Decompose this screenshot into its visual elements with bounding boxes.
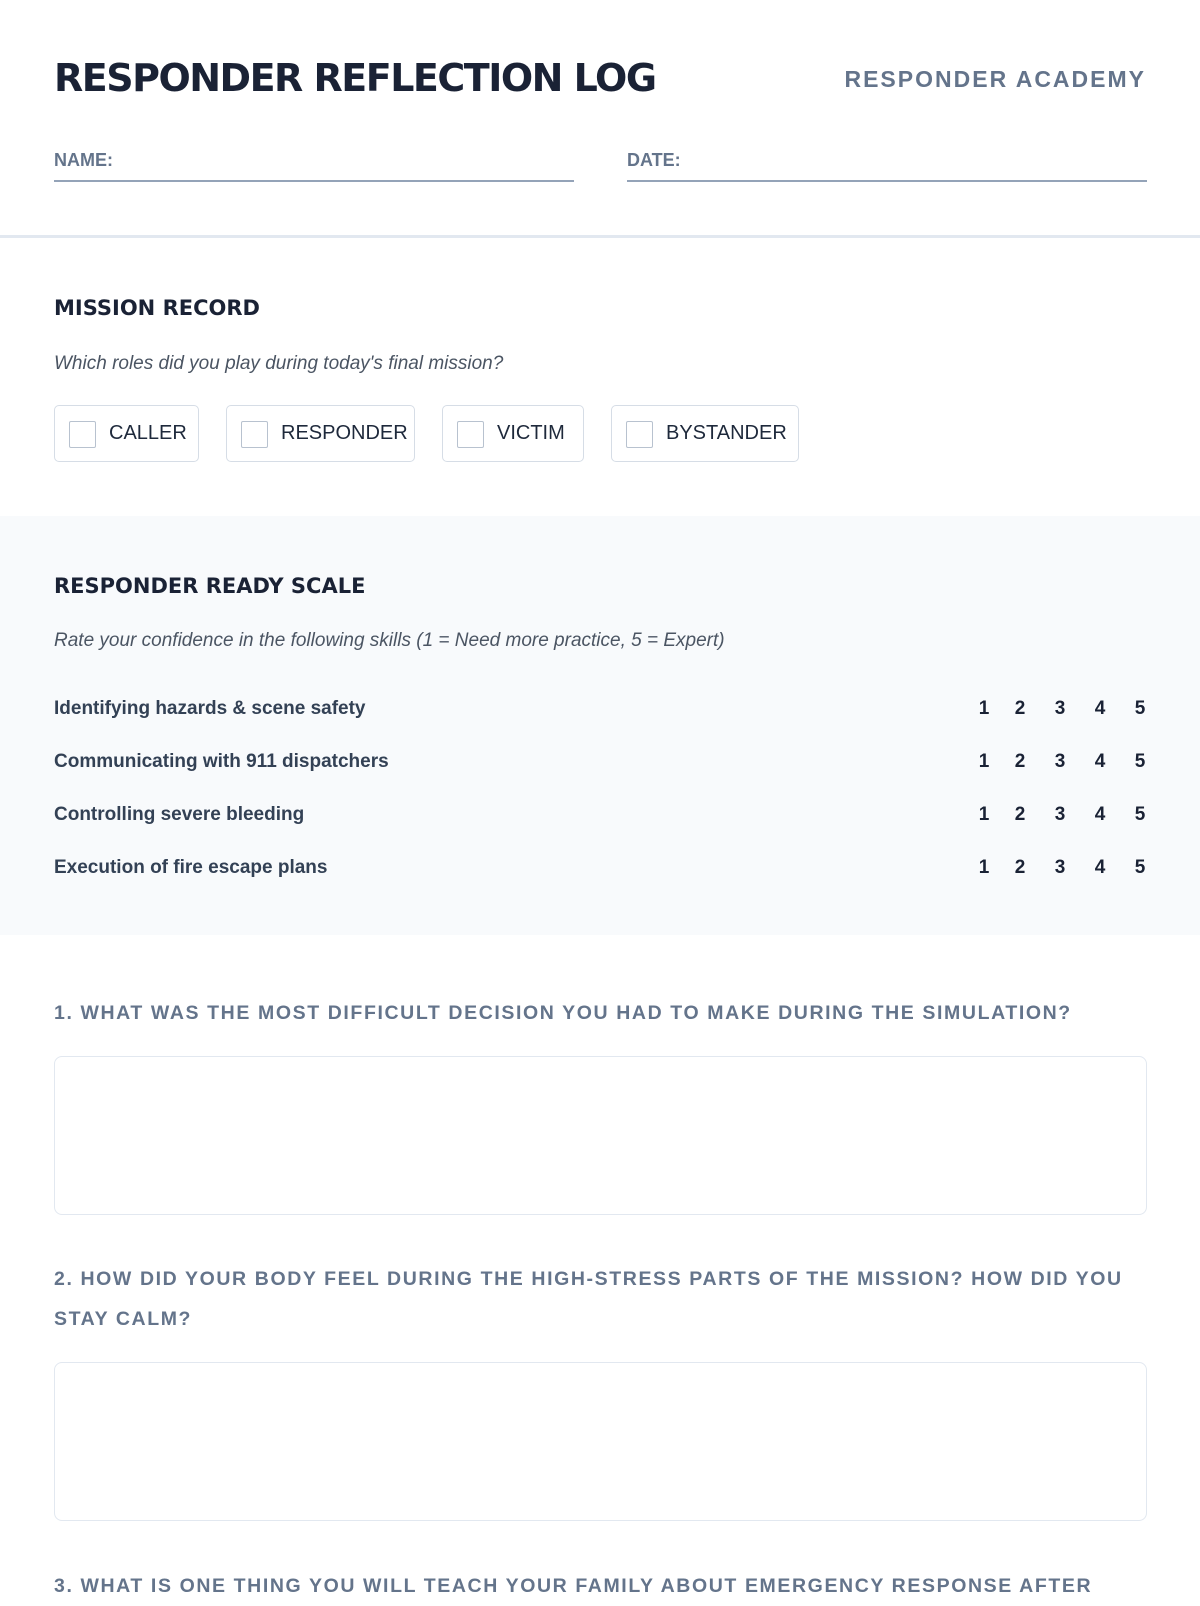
answer-box-2[interactable]	[54, 1362, 1147, 1521]
rating-1[interactable]: 1	[978, 857, 990, 878]
rating-1[interactable]: 1	[978, 698, 990, 719]
role-option-bystander[interactable]	[611, 405, 799, 462]
rating-3[interactable]: 3	[1054, 857, 1066, 878]
caller-checkbox[interactable]	[69, 421, 96, 448]
bystander-checkbox[interactable]	[626, 421, 653, 448]
role-option-victim[interactable]	[442, 405, 584, 462]
name-input[interactable]	[124, 148, 574, 174]
document-header	[0, 0, 1200, 238]
skill-row-hazards	[54, 695, 1147, 725]
role-option-responder[interactable]	[226, 405, 415, 462]
date-field	[627, 144, 1147, 182]
skill-row-bleeding	[54, 801, 1147, 831]
rating-4[interactable]: 4	[1094, 751, 1106, 772]
rating-2[interactable]: 2	[1014, 751, 1026, 772]
rating-3[interactable]: 3	[1054, 751, 1066, 772]
rating-3[interactable]: 3	[1054, 698, 1066, 719]
ready-scale-title: RESPONDER READY SCALE	[54, 574, 366, 598]
rating-1[interactable]: 1	[978, 804, 990, 825]
answer-box-1[interactable]	[54, 1056, 1147, 1215]
question-1: 1. WHAT WAS THE MOST DIFFICULT DECISION YOU HAD TO MAKE DURING THE SIMULATION?	[54, 1002, 1072, 1024]
skill-row-dispatch	[54, 748, 1147, 778]
name-label: NAME:	[54, 150, 113, 170]
rating-5[interactable]: 5	[1134, 857, 1146, 878]
role-label: VICTIM	[497, 422, 565, 444]
role-label: CALLER	[109, 422, 187, 444]
skill-row-fire-escape	[54, 854, 1147, 884]
ready-scale-prompt: Rate your confidence in the following skills (1 = Need more practice, 5 = Expert)	[54, 630, 725, 651]
skill-label: Communicating with 911 dispatchers	[54, 751, 389, 772]
role-option-caller[interactable]	[54, 405, 199, 462]
page-title: RESPONDER REFLECTION LOG	[54, 56, 656, 100]
rating-4[interactable]: 4	[1094, 857, 1106, 878]
ready-scale-panel	[0, 516, 1200, 935]
skill-label: Execution of fire escape plans	[54, 857, 328, 878]
rating-1[interactable]: 1	[978, 751, 990, 772]
name-field	[54, 144, 574, 182]
date-input[interactable]	[689, 148, 1147, 174]
rating-5[interactable]: 5	[1134, 698, 1146, 719]
mission-record-title: MISSION RECORD	[54, 296, 260, 320]
role-label: RESPONDER	[281, 422, 408, 444]
question-2: 2. HOW DID YOUR BODY FEEL DURING THE HIGH-STRESS PARTS OF THE MISSION? HOW DID YOU STAY CALM?	[54, 1268, 1123, 1330]
rating-2[interactable]: 2	[1014, 857, 1026, 878]
responder-checkbox[interactable]	[241, 421, 268, 448]
date-label: DATE:	[627, 150, 681, 170]
skill-label: Identifying hazards & scene safety	[54, 698, 366, 719]
victim-checkbox[interactable]	[457, 421, 484, 448]
role-label: BYSTANDER	[666, 422, 787, 444]
question-3: 3. WHAT IS ONE THING YOU WILL TEACH YOUR FAMILY ABOUT EMERGENCY RESPONSE AFTER	[54, 1575, 1093, 1597]
rating-2[interactable]: 2	[1014, 804, 1026, 825]
rating-4[interactable]: 4	[1094, 804, 1106, 825]
mission-record-prompt: Which roles did you play during today's final mission?	[54, 353, 504, 374]
rating-5[interactable]: 5	[1134, 751, 1146, 772]
rating-5[interactable]: 5	[1134, 804, 1146, 825]
brand-name: RESPONDER ACADEMY	[844, 66, 1146, 92]
skill-label: Controlling severe bleeding	[54, 804, 305, 825]
rating-2[interactable]: 2	[1014, 698, 1026, 719]
rating-4[interactable]: 4	[1094, 698, 1106, 719]
rating-3[interactable]: 3	[1054, 804, 1066, 825]
